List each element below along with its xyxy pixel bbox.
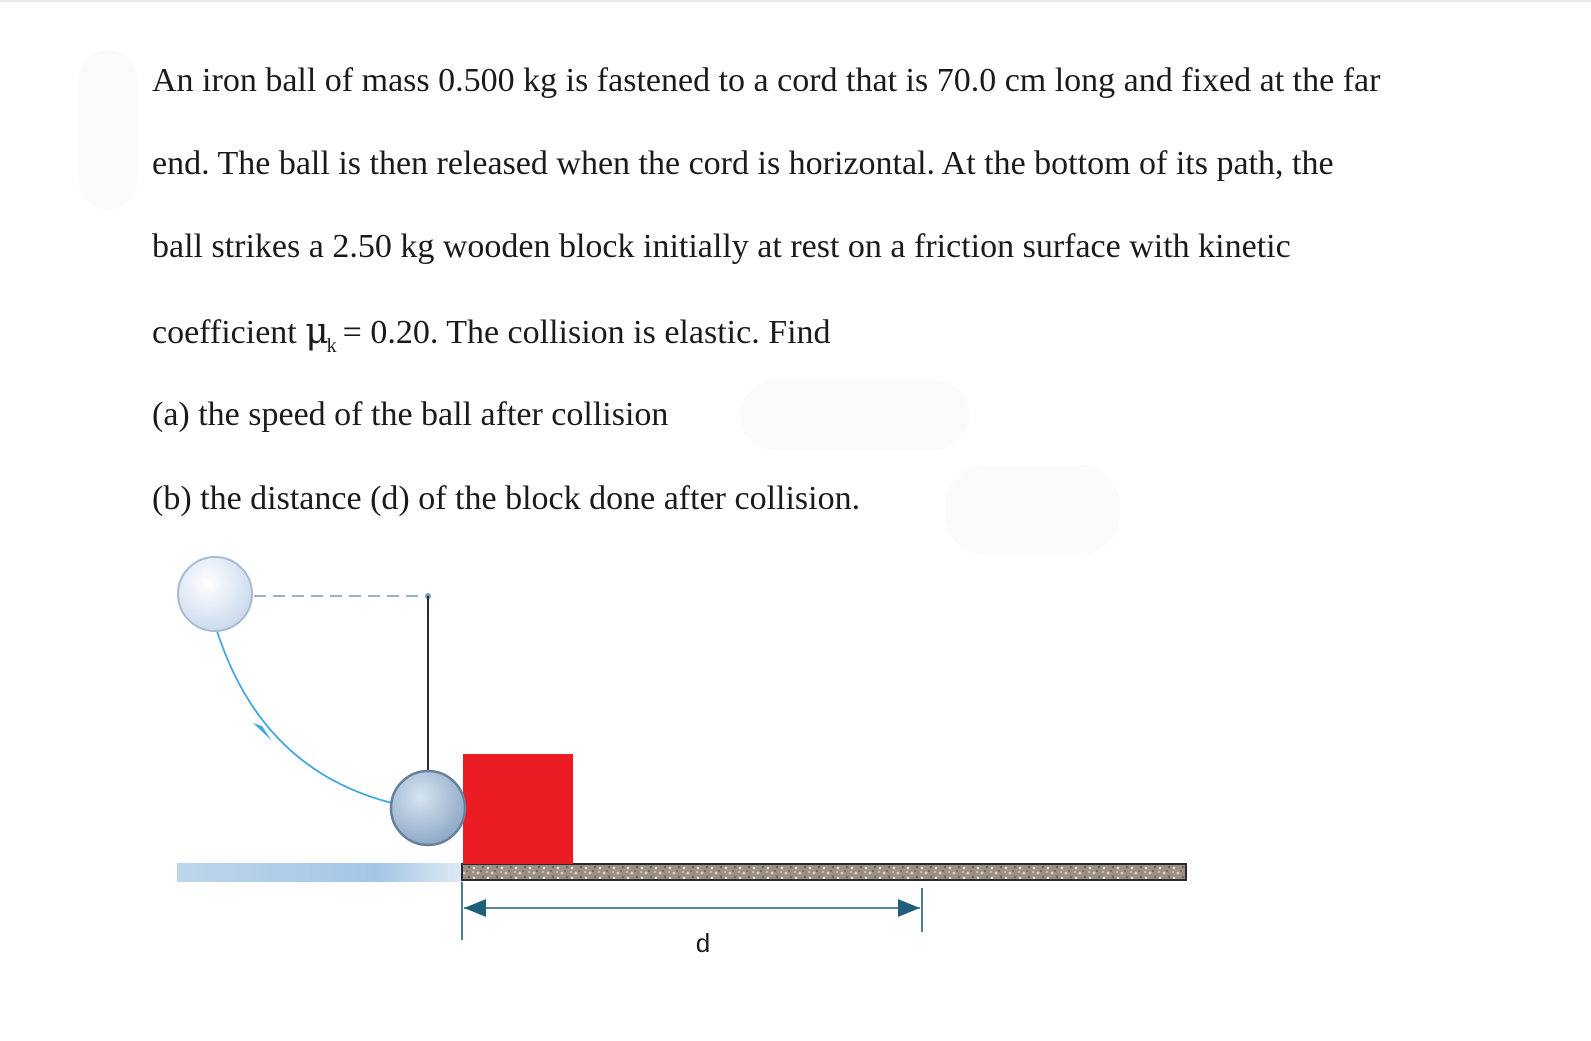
mu-subscript: k <box>326 335 337 357</box>
coefficient-value: = 0.20. The collision is elastic. Find <box>342 314 831 351</box>
swing-direction-arrow <box>253 723 272 741</box>
coefficient-word: coefficient <box>152 314 297 351</box>
wooden-block <box>463 754 573 864</box>
swing-path-arc <box>217 631 392 803</box>
iron-ball-initial <box>178 557 252 631</box>
problem-line-3: ball strikes a 2.50 kg wooden block initially at rest on a friction surface with kinetic <box>152 228 1291 265</box>
question-part-a: (a) the speed of the ball after collision <box>152 396 669 433</box>
problem-line-2: end. The ball is then released when the cord is horizontal. At the bottom of its path, the <box>152 145 1334 182</box>
distance-label-d: d <box>695 928 711 958</box>
mu-symbol: μ <box>305 311 329 352</box>
dimension-arrow-right <box>898 899 920 917</box>
friction-surface <box>462 864 1186 880</box>
question-part-b: (b) the distance (d) of the block done after collision. <box>152 480 861 517</box>
problem-line-1: An iron ball of mass 0.500 kg is fastened to a cord that is 70.0 cm long and fixed at the far <box>152 62 1381 99</box>
ball-ledge <box>177 863 463 882</box>
dimension-arrow-left <box>464 899 486 917</box>
iron-ball-bottom <box>391 771 465 845</box>
